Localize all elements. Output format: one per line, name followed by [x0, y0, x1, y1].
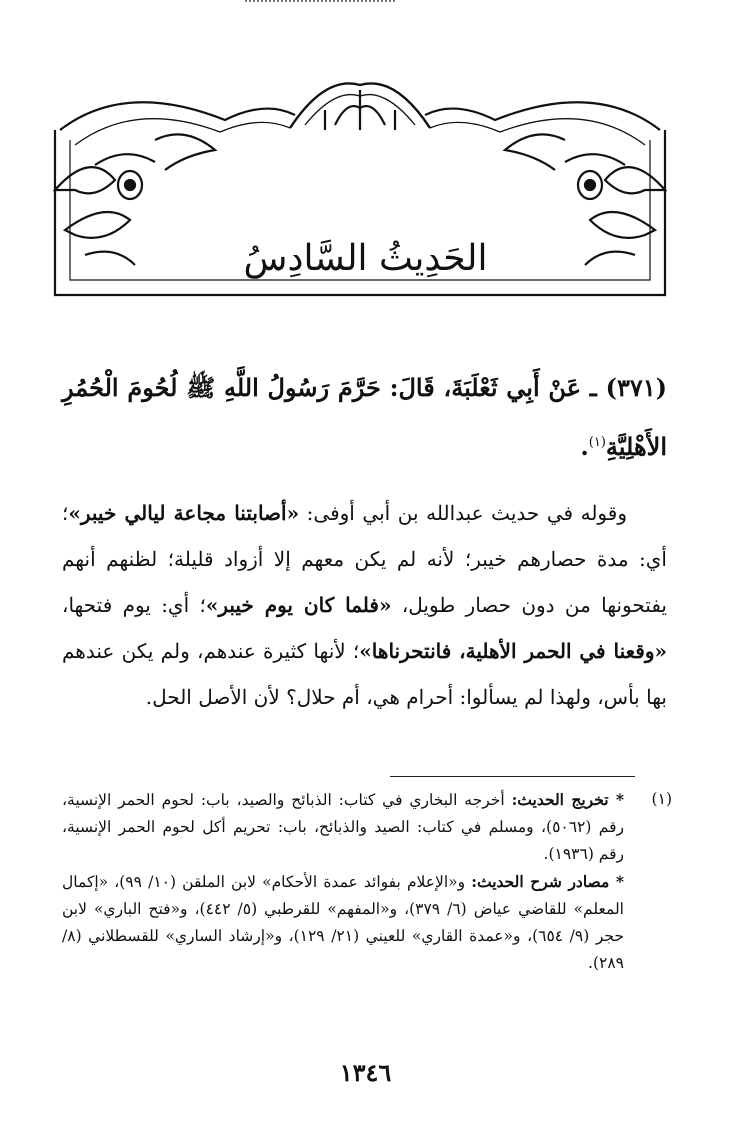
- hadith-end: .: [580, 432, 589, 461]
- hadith-body: ـ عَنْ أَبِي ثَعْلَبَةَ، قَالَ: حَرَّمَ رَسُولُ اللَّهِ ﷺ لُحُومَ الْحُمُرِ الأَهْلِيَّةِ: [62, 373, 667, 461]
- footnotes: [62, 786, 672, 977]
- footnote-item: [62, 786, 672, 977]
- masadir: [62, 868, 624, 977]
- hadith-text: [62, 360, 667, 474]
- footnote-separator: [390, 776, 635, 777]
- hadith-number: (٣٧١): [605, 373, 667, 402]
- masadir-label: * مصادر شرح الحديث:: [471, 872, 624, 891]
- quote-2: «فلما كان يوم خيبر»: [205, 593, 392, 617]
- takhrij-label: * تخريج الحديث:: [511, 790, 625, 809]
- quote-1: «أصابتنا مجاعة ليالي خيبر»: [68, 501, 300, 525]
- commentary-intro: وقوله في حديث عبدالله بن أبي أوفى:: [299, 501, 627, 525]
- takhrij-text: أخرجه البخاري في كتاب: الذبائح والصيد، باب: لحوم الحمر الإنسية، رقم (٥٠٦٢)، ومسلم في كتاب: الصيد والذبائح، باب: تحريم أكل لحوم الحمر الإنسية، رقم (١٩٣٦).: [62, 791, 624, 863]
- page-number: ١٣٤٦: [339, 1058, 392, 1087]
- commentary-paragraph: [62, 490, 667, 720]
- top-dotted-rule: [245, 0, 395, 6]
- footnote-number: (١): [651, 790, 672, 808]
- footnote-marker: (١): [588, 435, 606, 450]
- chapter-title: الحَدِيثُ السَّادِسُ: [243, 238, 488, 279]
- masadir-text: و«الإعلام بفوائد عمدة الأحكام» لابن الملقن (١٠/ ٩٩)، «إكمال المعلم» للقاضي عياض (٦/ ٣٧٩)، و«المفهم» للقرطبي (٥/ ٤٤٢)، و«فتح الباري» لابن حجر (٩/ ٦٥٤)، و«عمدة القاري» للعيني (٢١/ ١٢٩)، و«إرشاد الساري» للقسطلاني (٨/ ٢٨٩).: [62, 873, 624, 972]
- commentary-part-c: ؛ لأنها كثيرة عندهم، ولم يكن عندهم بها بأس، ولهذا لم يسألوا: أحرام هي، أم حلال؟ لأن الأصل الحل.: [62, 639, 667, 709]
- commentary-part-b: ؛ أي: يوم فتحها،: [62, 593, 206, 617]
- commentary-part-a: ؛ أي: مدة حصارهم خيبر؛ لأنه لم يكن معهم إلا أزواد قليلة؛ لظنهم أنهم يفتحونها من دون حصار طويل،: [62, 501, 668, 617]
- quote-3: «وقعنا في الحمر الأهلية، فانتحرناها»: [359, 639, 667, 663]
- takhrij: [62, 786, 624, 868]
